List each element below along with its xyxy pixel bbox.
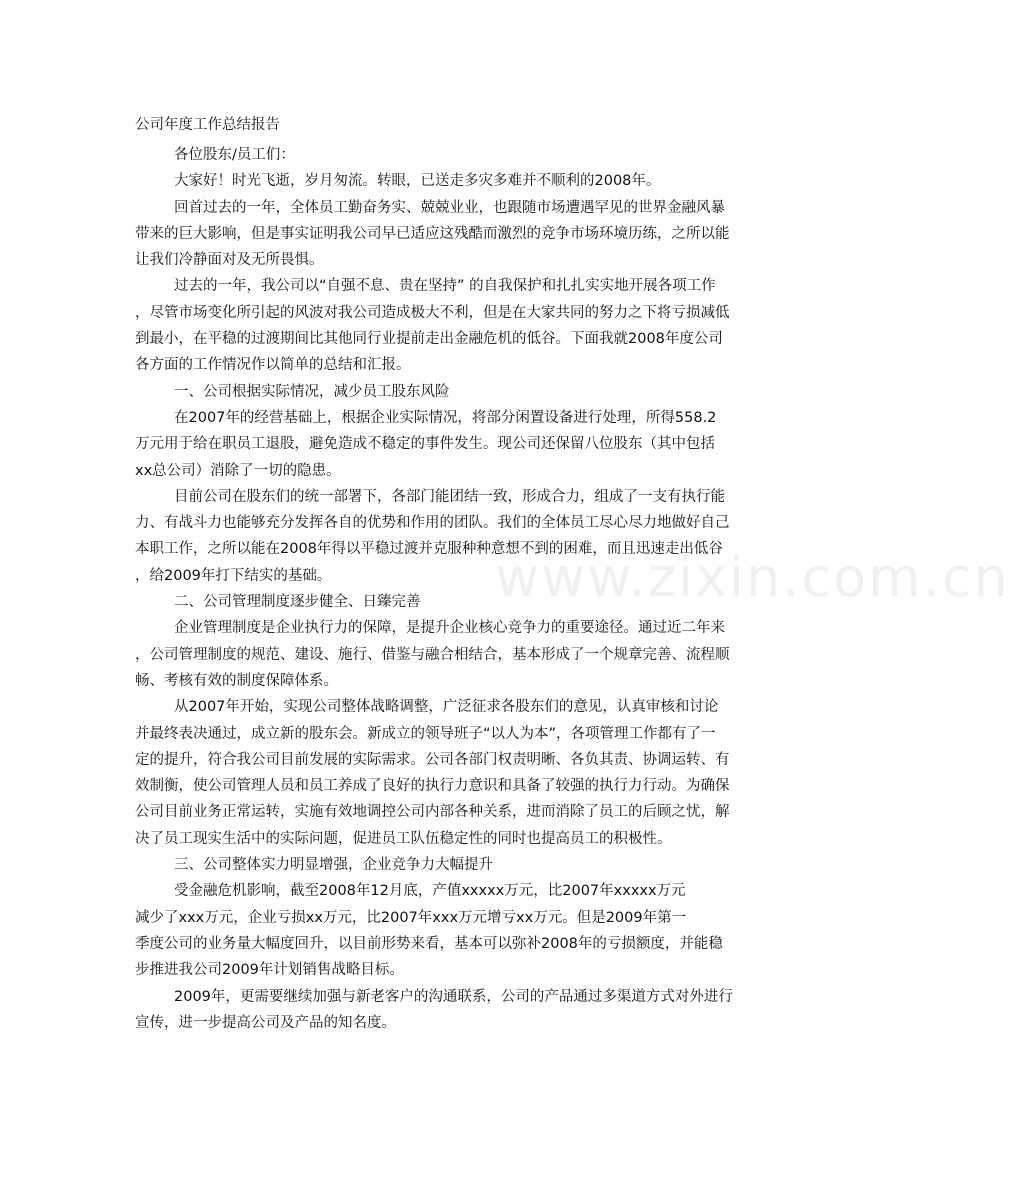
text-line: 力、有战斗力也能够充分发挥各自的优势和作用的团队。我们的全体员工尽心尽力地做好自己 <box>135 515 730 532</box>
text-line: 回首过去的一年，全体员工勤奋务实、兢兢业业，也跟随市场遭遇罕见的世界金融风暴 <box>174 199 725 216</box>
text-line: 畅、考核有效的制度保障体系。 <box>135 672 338 689</box>
text-line: 大家好！时光飞逝，岁月匆流。转眼，已送走多灾多难并不顺利的2008年。 <box>174 173 661 190</box>
text-line: ，尽管市场变化所引起的风波对我公司造成极大不利，但是在大家共同的努力之下将亏损减低 <box>135 304 730 321</box>
watermark-text: www.zixin.com.cn <box>495 546 1010 609</box>
text-line: 定的提升，符合我公司目前发展的实际需求。公司各部门权责明晰、各负其责、协调运转、有 <box>135 751 730 768</box>
text-line: 三、公司整体实力明显增强，企业竞争力大幅提升 <box>174 857 493 874</box>
text-line: 公司目前业务正常运转，实施有效地调控公司内部各种关系，进而消除了员工的后顾之忧，解 <box>135 804 730 821</box>
text-line: 过去的一年，我公司以“自强不息、贵在坚持” 的自我保护和扎扎实实地开展各项工作 <box>174 278 716 295</box>
text-line: 一、公司根据实际情况，减少员工股东风险 <box>174 383 450 400</box>
text-line: 从2007年开始，实现公司整体战略调整，广泛征求各股东们的意见，认真审核和讨论 <box>174 699 719 716</box>
text-line: 决了员工现实生活中的实际问题，促进员工队伍稳定性的同时也提高员工的积极性。 <box>135 830 672 847</box>
document-title: 公司年度工作总结报告 <box>135 117 280 133</box>
text-line: 到最小，在平稳的过渡期间比其他同行业提前走出金融危机的低谷。下面我就2008年度公司 <box>135 331 723 348</box>
text-line: xx总公司）消除了一切的隐患。 <box>135 462 341 479</box>
document-body <box>135 142 790 1036</box>
text-line: 并最终表决通过，成立新的股东会。新成立的领导班子“以人为本”，各项管理工作都有了一 <box>135 725 716 742</box>
text-line: 季度公司的业务量大幅度回升，以目前形势来看，基本可以弥补2008年的亏损额度，并能稳 <box>135 935 723 952</box>
text-line: 本职工作，之所以能在2008年得以平稳过渡并克服种种意想不到的困难，而且迅速走出低谷 <box>135 541 723 558</box>
text-line: 2009年，更需要继续加强与新老客户的沟通联系，公司的产品通过多渠道方式对外进行 <box>174 988 733 1005</box>
text-line: 步推进我公司2009年计划销售战略目标。 <box>135 962 404 979</box>
text-line: 效制衡，使公司管理人员和员工养成了良好的执行力意识和具备了较强的执行力行动。为确保 <box>135 778 730 795</box>
text-line: ，给2009年打下结实的基础。 <box>135 567 332 584</box>
text-line: 二、公司管理制度逐步健全、日臻完善 <box>174 594 421 611</box>
text-line: 各位股东/员工们： <box>174 147 295 163</box>
text-line: 企业管理制度是企业执行力的保障，是提升企业核心竞争力的重要途径。通过近二年来 <box>174 620 725 637</box>
text-line: 目前公司在股东们的统一部署下，各部门能团结一致，形成合力，组成了一支有执行能 <box>174 488 725 505</box>
text-line: 减少了xxx万元，企业亏损xx万元，比2007年xxx万元增亏xx万元。但是2009年第一 <box>135 909 687 926</box>
text-line: 各方面的工作情况作以简单的总结和汇报。 <box>135 357 411 374</box>
text-line: 让我们冷静面对及无所畏惧。 <box>135 252 324 269</box>
text-line: 万元用于给在职员工退股，避免造成不稳定的事件发生。现公司还保留八位股东（其中包括 <box>135 436 715 453</box>
text-line: 宣传，进一步提高公司及产品的知名度。 <box>135 1014 396 1031</box>
text-line: 在2007年的经营基础上，根据企业实际情况，将部分闲置设备进行处理，所得558.2 <box>174 409 717 426</box>
text-line: ，公司管理制度的规范、建设、施行、借鉴与融合相结合，基本形成了一个规章完善、流程顺 <box>135 646 730 663</box>
text-line: 带来的巨大影响，但是事实证明我公司早已适应这残酷而激烈的竞争市场环境历练，之所以能 <box>135 225 730 242</box>
text-line: 受金融危机影响，截至2008年12月底，产值xxxxx万元，比2007年xxxxx万元 <box>174 883 686 900</box>
